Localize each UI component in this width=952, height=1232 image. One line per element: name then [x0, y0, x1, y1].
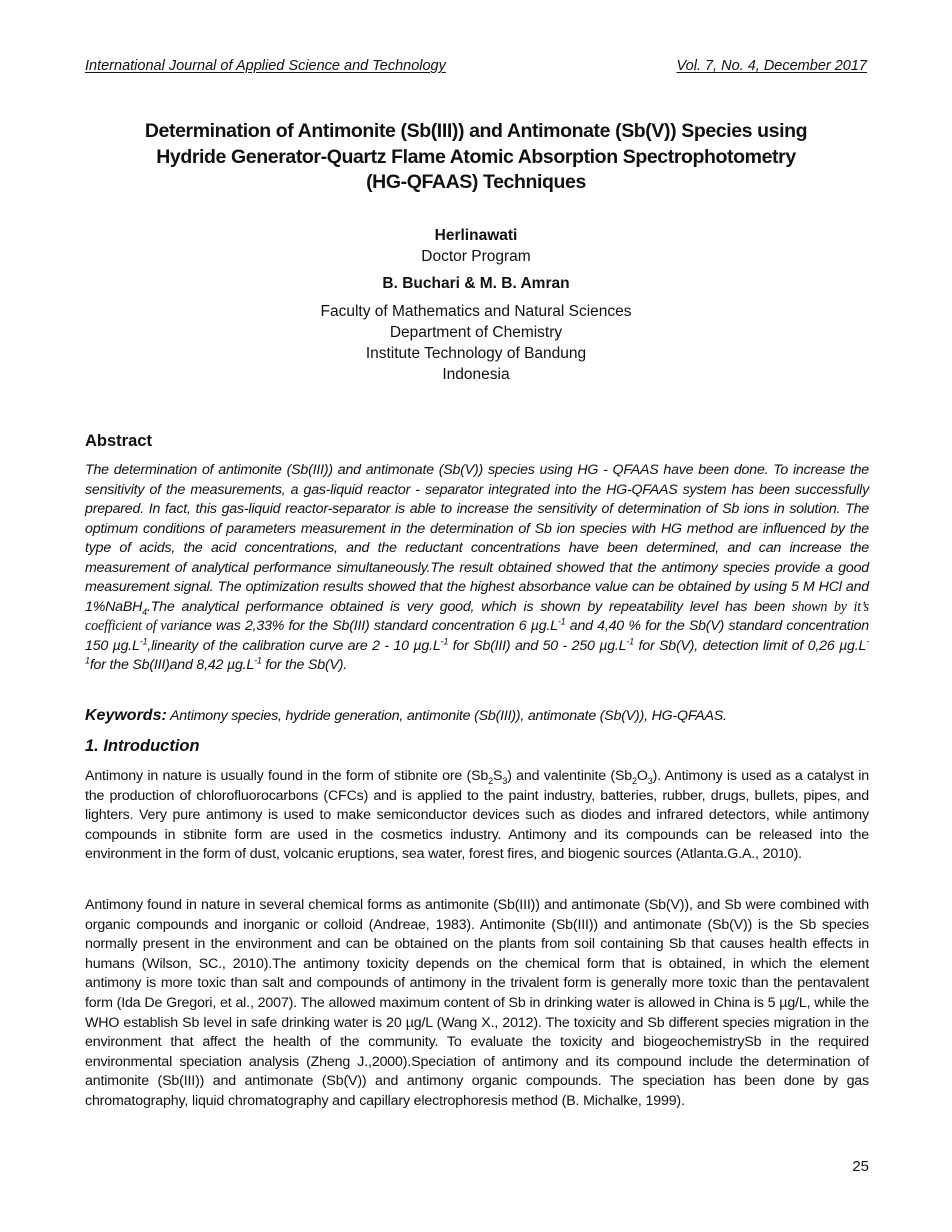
intro-paragraph-2: Antimony found in nature in several chemical forms as antimonite (Sb(III)) and antimonate (Sb(V)), and Sb were combined with organic compounds and inorganic or colloid (Andreae, 1983). Antimonite (Sb(III)) and antimonate (Sb(V)) is the Sb species normally present in the environment and can be obtained on the plants from soil containing Sb that causes health effects in humans (Wilson, SC., 2010).The antimony toxicity depends on the chemical form that is obtained, in which the element antimony is more toxic than salt and compounds of antimony in the trivalent form is generally more toxic than the pentavalent form (Ida De Gregori, et al., 2007). The allowed maximum content of Sb in drinking water is allowed in China is 5 µg/L, while the WHO establish Sb level in safe drinking water is 20 µg/L (Wang X., 2012). The toxicity and Sb different species migration in the environment that affect the health of the community. To evaluate the toxicity and biogeochemistrySb in the required environmental speciation analysis (Zheng J.,2000).Speciation of antimony and its compound include the determination of antimonite (Sb(III)) and antimonate (Sb(V)) and antimony organic compounds. The speciation has been done by gas chromatography, liquid chromatography and capillary electrophoresis method (B. Michalke, 1999).: [85, 897, 869, 1109]
keywords-label: Keywords:: [85, 707, 167, 724]
page-number: 25: [852, 1158, 869, 1175]
section-heading-introduction: 1. Introduction: [85, 737, 200, 755]
affiliation-institute: Institute Technology of Bandung: [365, 345, 587, 362]
keywords: [85, 707, 869, 725]
author-block: [85, 225, 867, 385]
keywords-text: Antimony species, hydride generation, antimonite (Sb(III)), antimonate (Sb(V)), HG-QFAAS.: [166, 708, 727, 724]
author-name-1: Herlinawati: [434, 227, 518, 244]
abstract-text: The determination of antimonite (Sb(III)) and antimonate (Sb(V)) species using HG - QFAAS have been done. To increase the sensitivity of the measurements, a gas-liquid reactor - separator integrated into the HG-QFAAS system has been successfully prepared. In fact, this gas-liquid reactor-separator is able to increase the sensitivity of determination of Sb ions in solution. The optimum conditions of parameters measurement in the determination of Sb ion species with HG method are influenced by the type of acids, the acid concentrations, and the reductant concentrations have been determined, and can increase the measurement of analytical performance simultaneously.The result obtained showed that the antimony species provide a good measurement signal. The optimization results showed that the highest absorbance value can be obtained by using 5 M HCl and 1%NaBH$_4$.The analytical performance obtained is very good, which is shown by repeatability level has been shown by it’s coefficient of variance was 2,33% for the Sb(III) standard concentration 6 $\mu g.L^{-1}$ and 4,40 % for the Sb(V) standard concentration 150 $\mu g.L^{-1},linearity$ of the calibration curve are 2 - 10 $\mu g.L^{-1}$ for Sb(III) and 50 - 250 $\mu g.L^{-1}$ for Sb(V), detection limit of 0,26 $\mu g.L^{-1}for$ the Sb(III)and 8,42 $\mu g.L^{-1}$ for the Sb(V).: [85, 462, 869, 673]
title-line-1: Determination of Antimonite (Sb(III)) and Antimonate (Sb(V)) Species using: [144, 120, 808, 142]
author-name-2: B. Buchari & M. B. Amran: [382, 275, 570, 292]
affiliation-department: Department of Chemistry: [389, 324, 563, 341]
author-role-1: Doctor Program: [421, 248, 531, 265]
paper-title: [85, 119, 867, 196]
journal-name: International Journal of Applied Science and Technology: [85, 58, 446, 74]
abstract-heading: Abstract: [85, 432, 152, 450]
running-header: [85, 58, 867, 74]
issue-info: Vol. 7, No. 4, December 2017: [676, 58, 867, 74]
title-line-3: (HG-QFAAS) Techniques: [366, 171, 586, 193]
affiliation-country: Indonesia: [442, 366, 510, 383]
intro-paragraph-1: Antimony in nature is usually found in the form of stibnite ore $(Sb_2S_3)$ and valentinite $(Sb_2O_3)$. Antimony is used as a catalyst in the production of chlorofluorocarbons (CFCs) and is applied to the paint industry, batteries, rubber, drugs, bullets, pipes, and lighters. Very pure antimony is used to make semiconductor devices such as diodes and infrared detectors, while antimony compounds in stibnite form are used in the cosmetics industry. Antimony and its compounds can be released into the environment in the form of dust, volcanic eruptions, sea water, forest fires, and biogenic sources (Atlanta.G.A., 2010).: [85, 768, 869, 863]
affiliation-faculty: Faculty of Mathematics and Natural Sciences: [320, 303, 632, 320]
title-line-2: Hydride Generator-Quartz Flame Atomic Absorption Spectrophotometry: [156, 145, 796, 168]
